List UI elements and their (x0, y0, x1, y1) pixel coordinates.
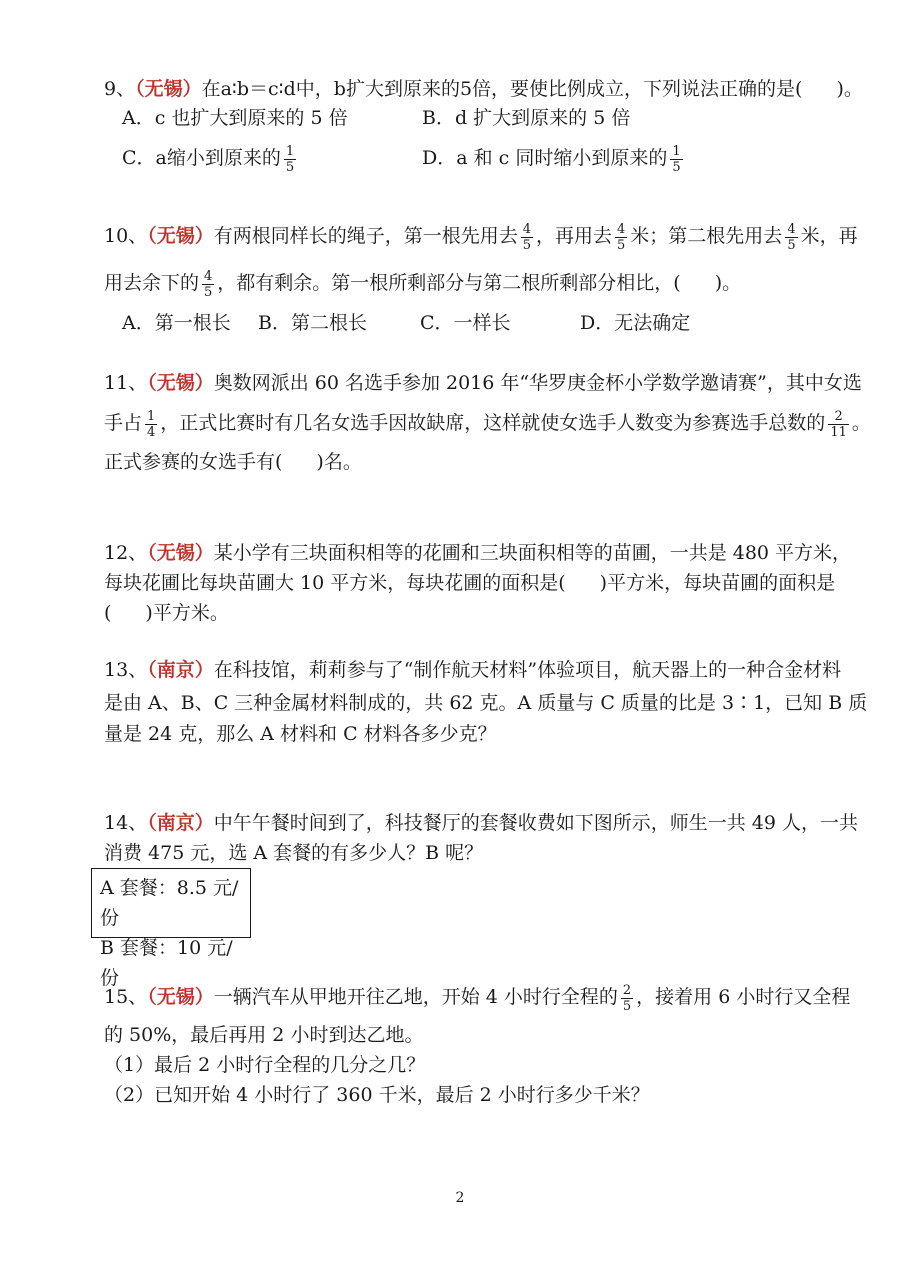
q11-stem-line2: 手占 $\frac{1}{4}$ ，正式比赛时有几名女选手因故缺席，这样就使女选手人数变为参赛选手总数的 $\frac{2}{11}$ 。 (104, 408, 871, 440)
region-tag: （无锡） (147, 372, 214, 394)
q15-stem-line2: 的 50%，最后再用 2 小时到达乙地。 (104, 1024, 424, 1046)
region-tag: （无锡） (135, 78, 202, 100)
q10-stem-line2: 用去余下的 $\frac{4}{5}$ ，都有剩余。第一根所剩部分与第二根所剩部分相比，( )。 (104, 268, 742, 300)
q14-stem-line2: 消费 475 元，选 A 套餐的有多少人？B 呢？ (104, 842, 484, 864)
q9-option-b: B．d 扩大到原来的 5 倍 (422, 107, 631, 129)
fraction: $\frac{1}{5}$ (672, 143, 681, 175)
q10-option-c: C．一样长 (420, 312, 511, 334)
q11-stem-line3: 正式参赛的女选手有( )名。 (104, 451, 362, 473)
region-tag: （南京） (147, 812, 214, 834)
price-b: B 套餐：10 元/份 (100, 937, 233, 989)
q9-stem: 9、（无锡）在a∶b＝c∶d中，b扩大到原来的5倍，要使比例成立，下列说法正确的是( )。 (104, 78, 863, 100)
q15-sub2: （2）已知开始 4 小时行了 360 千米，最后 2 小时行多少千米？ (104, 1084, 650, 1106)
q12-stem-line2: 每块花圃比每块苗圃大 10 平方米，每块花圃的面积是( )平方米，每块苗圃的面积是 (104, 572, 836, 594)
q10-option-b: B．第二根长 (258, 312, 367, 334)
q13-stem-line3: 量是 24 克，那么 A 材料和 C 材料各多少克？ (104, 723, 497, 745)
fraction: $\frac{4}{5}$ (787, 221, 796, 253)
q15-stem-line1: 15、（无锡）一辆汽车从甲地开往乙地，开始 4 小时行全程的 $\frac{2}{5}$ ，接着用 6 小时行又全程 (104, 982, 851, 1014)
fraction: $\frac{4}{5}$ (522, 221, 531, 253)
q10-stem-line1: 10、（无锡）有两根同样长的绳子，第一根先用去 $\frac{4}{5}$ ，再用去 $\frac{4}{5}$ 米；第二根先用去 $\frac{4}{5}$ 米，再 (104, 221, 858, 253)
q15-sub1: （1）最后 2 小时行全程的几分之几？ (104, 1054, 426, 1076)
fraction: $\frac{1}{5}$ (285, 143, 295, 175)
region-tag: （无锡） (147, 542, 214, 564)
fraction: $\frac{2}{11}$ (830, 408, 847, 440)
q12-stem-line1: 12、（无锡）某小学有三块面积相等的花圃和三块面积相等的苗圃，一共是 480 平方米， (104, 542, 852, 564)
q13-stem-line1: 13、（南京）在科技馆，莉莉参与了“制作航天材料”体验项目，航天器上的一种合金材料 (104, 659, 842, 681)
fraction: $\frac{4}{5}$ (617, 221, 626, 253)
q12-stem-line3: ( )平方米。 (104, 602, 229, 624)
q9-option-a: A．c 也扩大到原来的 5 倍 (122, 107, 348, 129)
price-box (91, 868, 251, 989)
fraction: $\frac{2}{5}$ (622, 982, 632, 1014)
q10-option-d: D．无法确定 (580, 312, 691, 334)
page-number: 2 (455, 1190, 465, 1206)
q9-option-d: D．a 和 c 同时缩小到原来的 $\frac{1}{5}$ (422, 143, 681, 175)
fraction: $\frac{4}{5}$ (204, 268, 213, 300)
q14-stem-line1: 14、（南京）中午午餐时间到了，科技餐厅的套餐收费如下图所示，师生一共 49 人，一共 (104, 812, 858, 834)
q11-stem-line1: 11、（无锡）奥数网派出 60 名选手参加 2016 年“华罗庚金杯小学数学邀请赛”，其中女选 (104, 372, 862, 394)
region-tag: （无锡） (147, 986, 214, 1008)
q10-option-a: A．第一根长 (122, 312, 231, 334)
price-a: A 套餐：8.5 元/份 (100, 877, 239, 929)
region-tag: （无锡） (147, 225, 214, 247)
q9-option-c: C．a缩小到原来的 $\frac{1}{5}$ (122, 143, 295, 175)
region-tag: （南京） (147, 659, 214, 681)
q13-stem-line2: 是由 A、B、C 三种金属材料制成的，共 62 克。A 质量与 C 质量的比是 3∶1，已知 B 质 (104, 692, 868, 714)
fraction: $\frac{1}{4}$ (147, 408, 156, 440)
